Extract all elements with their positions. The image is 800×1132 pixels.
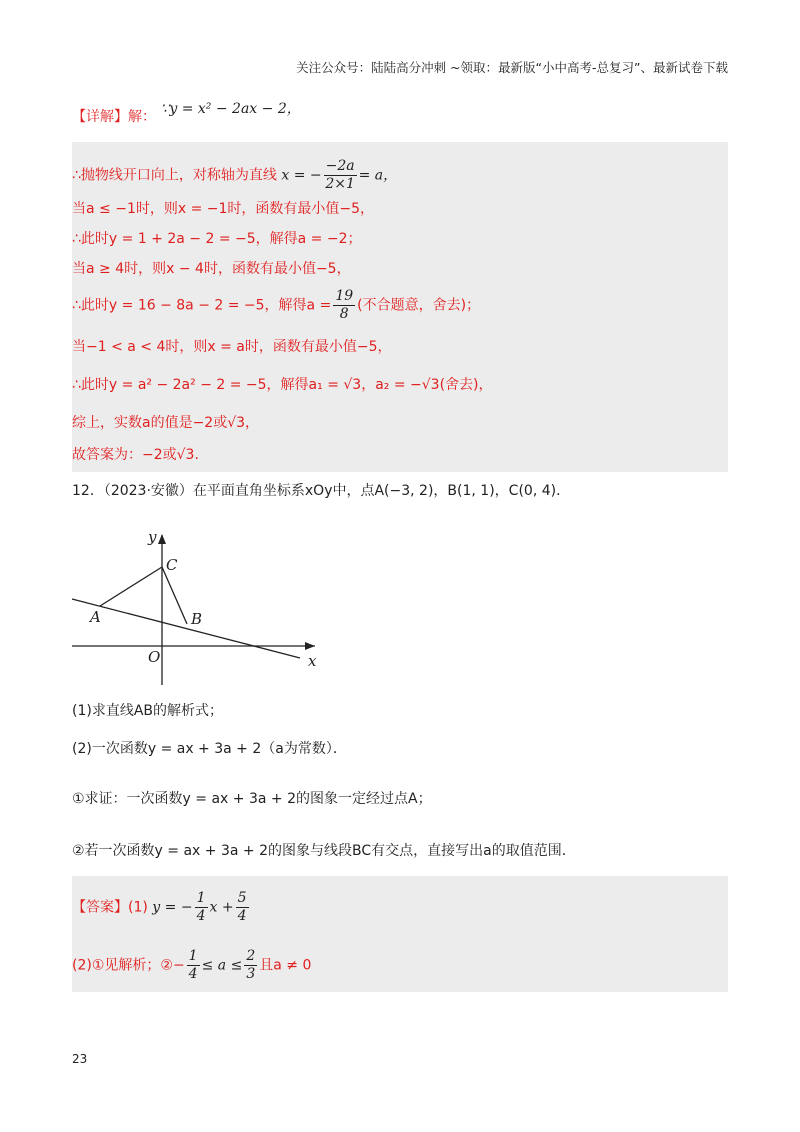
question-part-2a: ①求证：一次函数y = ax + 3a + 2的图象一定经过点A； xyxy=(72,791,432,807)
answer-2-numerator-b: 2 xyxy=(246,948,256,964)
detail-l5-text: ∴此时y = 16 − 8a − 2 = −5，解得a = xyxy=(72,297,332,314)
segment-cb xyxy=(162,567,187,624)
answer-1-prefix: y = − xyxy=(152,899,193,916)
detail-tag: 【详解】 xyxy=(72,109,128,125)
detail-l1-text: ∴抛物线开口向上，对称轴为直线 xyxy=(72,167,277,184)
page-number: 23 xyxy=(72,1052,88,1066)
detail-intro-line xyxy=(72,101,301,126)
answer-1-mid: x + xyxy=(209,899,234,916)
label-y: y xyxy=(148,528,157,546)
detail-line-3: ∴此时y = 1 + 2a − 2 = −5，解得a = −2； xyxy=(72,231,362,247)
detail-jie: 解： xyxy=(128,109,156,125)
line-ab xyxy=(72,599,300,658)
answer-2-denominator-b: 3 xyxy=(246,966,256,982)
answer-1-denominator-a: 4 xyxy=(196,908,206,924)
answer-part-1-label: (1) xyxy=(128,899,148,916)
detail-l1-x: x = − xyxy=(281,167,322,184)
answer-tag: 【答案】 xyxy=(72,899,128,916)
label-x: x xyxy=(308,652,317,670)
detail-line-5 xyxy=(72,288,480,323)
detail-function-eq: ∵y = x² − 2ax − 2， xyxy=(160,101,301,117)
detail-line-7: ∴此时y = a² − 2a² − 2 = −5，解得a₁ = √3，a₂ = −√3(舍去)， xyxy=(72,377,493,393)
question-part-2: (2)一次函数y = ax + 3a + 2（a为常数）． xyxy=(72,741,347,757)
x-axis-arrow xyxy=(305,642,315,650)
answer-2-ineq: ≤ a ≤ xyxy=(201,957,243,974)
coordinate-figure xyxy=(60,520,340,690)
answer-2-numerator-a: 1 xyxy=(188,948,198,964)
answer-1-numerator-a: 1 xyxy=(196,890,206,906)
detail-line-2: 当a ≤ −1时，则x = −1时，函数有最小值−5， xyxy=(72,201,375,217)
label-o: O xyxy=(148,648,161,666)
answer-part-2-label: (2)①见解析；② xyxy=(72,957,173,974)
detail-line-1 xyxy=(72,158,397,193)
y-axis-arrow xyxy=(158,534,166,544)
label-b: B xyxy=(191,610,203,628)
detail-l5-numerator: 19 xyxy=(335,288,354,304)
question-part-1: (1)求直线AB的解析式； xyxy=(72,703,224,719)
detail-line-9: 故答案为：−2或√3. xyxy=(72,447,199,463)
answer-2-minus: − xyxy=(172,957,185,974)
question-part-2b: ②若一次函数y = ax + 3a + 2的图象与线段BC有交点，直接写出a的取值范围． xyxy=(72,843,576,859)
page-header: 关注公众号：陆陆高分冲刺 ~领取：最新版“小中高考-总复习”、最新试卷下载 xyxy=(296,60,728,75)
label-a: A xyxy=(90,608,101,626)
detail-l5-denominator: 8 xyxy=(339,306,349,322)
answer-line-1 xyxy=(72,890,251,925)
segment-ac xyxy=(100,567,162,606)
detail-l1-denominator: 2×1 xyxy=(325,176,355,192)
detail-line-8: 综上，实数a的值是−2或√3， xyxy=(72,415,260,431)
detail-l5-note: (不合题意，舍去)； xyxy=(357,297,481,314)
label-c: C xyxy=(166,556,178,574)
detail-l1-result: = a， xyxy=(358,167,398,184)
answer-2-condition: 且a ≠ 0 xyxy=(259,957,312,974)
answer-2-denominator-a: 4 xyxy=(188,966,198,982)
answer-1-numerator-b: 5 xyxy=(237,890,247,906)
answer-line-2 xyxy=(72,948,311,983)
detail-line-6: 当−1 < a < 4时，则x = a时，函数有最小值−5， xyxy=(72,339,392,355)
detail-l1-numerator: −2a xyxy=(325,158,355,174)
detail-line-4: 当a ≥ 4时，则x − 4时，函数有最小值−5， xyxy=(72,261,351,277)
answer-1-denominator-b: 4 xyxy=(237,908,247,924)
question-stem: 12．（2023·安徽）在平面直角坐标系xOy中，点A(−3, 2)，B(1, 1)，C(0, 4)． xyxy=(72,483,571,499)
